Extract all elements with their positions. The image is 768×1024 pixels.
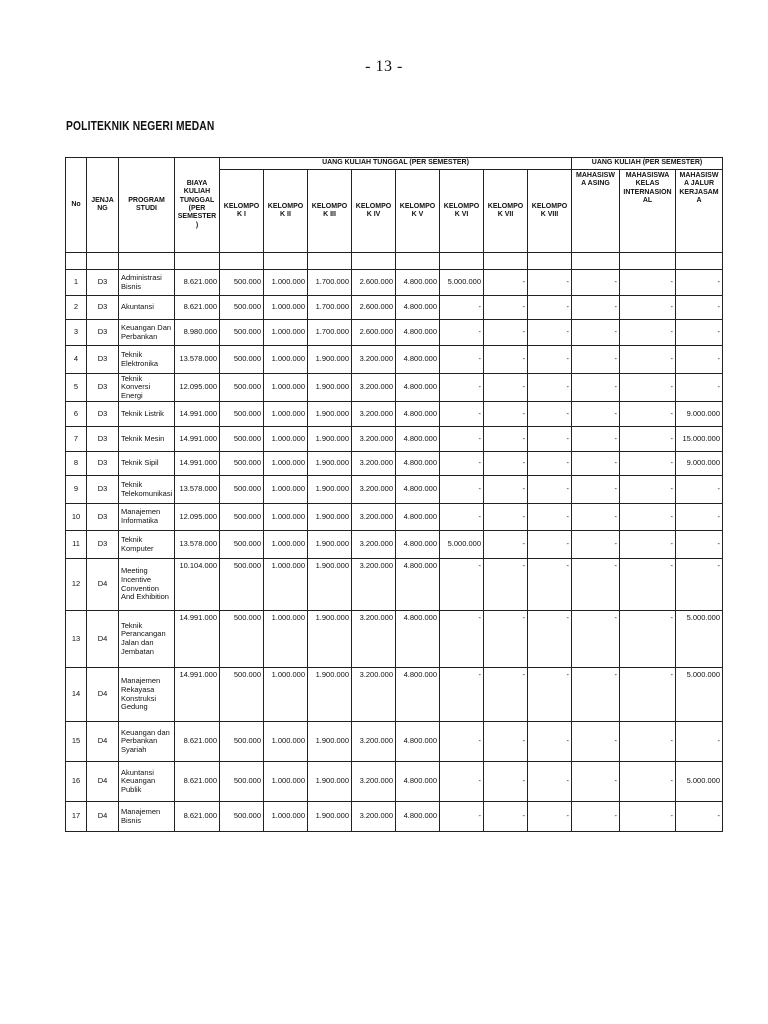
row-mahasiswa-kerjasama: 9.000.000	[676, 452, 723, 476]
row-kelompok-3: 1.900.000	[308, 531, 352, 559]
row-kelompok-5: 4.800.000	[396, 559, 440, 611]
row-kelompok-3: 1.900.000	[308, 611, 352, 668]
row-jenjang: D4	[87, 722, 119, 762]
table-row	[66, 402, 723, 427]
header-kelompok-5: KELOMPOK V	[396, 170, 440, 253]
spacer-row	[66, 253, 723, 270]
row-kelompok-4: 3.200.000	[352, 427, 396, 452]
row-mahasiswa-kerjasama: 9.000.000	[676, 402, 723, 427]
row-kelompok-1: 500.000	[220, 320, 264, 346]
row-kelompok-1: 500.000	[220, 296, 264, 320]
header-no: No	[66, 158, 87, 253]
row-mahasiswa-internasional: -	[620, 611, 676, 668]
row-kelompok-7: -	[484, 427, 528, 452]
row-kelompok-6: -	[440, 427, 484, 452]
row-mahasiswa-internasional: -	[620, 668, 676, 722]
row-jenjang: D3	[87, 504, 119, 531]
row-kelompok-2: 1.000.000	[264, 346, 308, 374]
row-kelompok-6: -	[440, 611, 484, 668]
row-mahasiswa-kerjasama: -	[676, 270, 723, 296]
row-kelompok-8: -	[528, 374, 572, 402]
row-mahasiswa-internasional: -	[620, 427, 676, 452]
row-mahasiswa-internasional: -	[620, 374, 676, 402]
row-kelompok-2: 1.000.000	[264, 531, 308, 559]
row-jenjang: D3	[87, 374, 119, 402]
row-kelompok-5: 4.800.000	[396, 611, 440, 668]
row-jenjang: D3	[87, 531, 119, 559]
row-kelompok-1: 500.000	[220, 531, 264, 559]
row-biaya: 8.980.000	[175, 320, 220, 346]
row-kelompok-3: 1.700.000	[308, 296, 352, 320]
row-kelompok-6: 5.000.000	[440, 270, 484, 296]
row-kelompok-7: -	[484, 452, 528, 476]
row-mahasiswa-internasional: -	[620, 762, 676, 802]
row-kelompok-2: 1.000.000	[264, 374, 308, 402]
row-mahasiswa-asing: -	[572, 762, 620, 802]
row-biaya: 14.991.000	[175, 668, 220, 722]
row-kelompok-5: 4.800.000	[396, 320, 440, 346]
table-row	[66, 504, 723, 531]
row-kelompok-8: -	[528, 504, 572, 531]
row-mahasiswa-internasional: -	[620, 531, 676, 559]
row-mahasiswa-kerjasama: -	[676, 531, 723, 559]
row-kelompok-8: -	[528, 611, 572, 668]
row-jenjang: D3	[87, 402, 119, 427]
row-program-studi: Teknik Konversi Energi	[119, 374, 175, 402]
row-kelompok-1: 500.000	[220, 802, 264, 832]
row-kelompok-1: 500.000	[220, 427, 264, 452]
row-kelompok-3: 1.900.000	[308, 427, 352, 452]
row-kelompok-1: 500.000	[220, 722, 264, 762]
row-no: 11	[66, 531, 87, 559]
row-kelompok-3: 1.900.000	[308, 722, 352, 762]
row-kelompok-8: -	[528, 762, 572, 802]
row-kelompok-6: -	[440, 722, 484, 762]
row-kelompok-4: 2.600.000	[352, 270, 396, 296]
row-mahasiswa-asing: -	[572, 531, 620, 559]
row-kelompok-2: 1.000.000	[264, 762, 308, 802]
row-mahasiswa-internasional: -	[620, 722, 676, 762]
header-kelompok-2: KELOMPOK II	[264, 170, 308, 253]
row-kelompok-6: 5.000.000	[440, 531, 484, 559]
row-kelompok-7: -	[484, 346, 528, 374]
row-kelompok-6: -	[440, 504, 484, 531]
row-kelompok-5: 4.800.000	[396, 668, 440, 722]
row-kelompok-6: -	[440, 346, 484, 374]
header-kelompok-6: KELOMPOK VI	[440, 170, 484, 253]
row-mahasiswa-kerjasama: -	[676, 476, 723, 504]
table-row	[66, 611, 723, 668]
row-kelompok-5: 4.800.000	[396, 531, 440, 559]
row-mahasiswa-asing: -	[572, 559, 620, 611]
row-kelompok-4: 3.200.000	[352, 402, 396, 427]
row-kelompok-2: 1.000.000	[264, 427, 308, 452]
row-program-studi: Teknik Komputer	[119, 531, 175, 559]
row-jenjang: D3	[87, 296, 119, 320]
row-kelompok-4: 3.200.000	[352, 452, 396, 476]
table-row	[66, 476, 723, 504]
row-kelompok-4: 3.200.000	[352, 504, 396, 531]
row-kelompok-8: -	[528, 320, 572, 346]
row-mahasiswa-asing: -	[572, 504, 620, 531]
row-kelompok-2: 1.000.000	[264, 402, 308, 427]
row-kelompok-1: 500.000	[220, 402, 264, 427]
row-program-studi: Teknik Mesin	[119, 427, 175, 452]
row-jenjang: D3	[87, 427, 119, 452]
row-kelompok-5: 4.800.000	[396, 402, 440, 427]
row-kelompok-4: 3.200.000	[352, 802, 396, 832]
row-mahasiswa-asing: -	[572, 374, 620, 402]
row-mahasiswa-internasional: -	[620, 296, 676, 320]
row-program-studi: Teknik Sipil	[119, 452, 175, 476]
row-kelompok-8: -	[528, 270, 572, 296]
row-program-studi: Keuangan dan Perbankan Syariah	[119, 722, 175, 762]
page-number: - 13 -	[365, 58, 403, 75]
row-kelompok-2: 1.000.000	[264, 668, 308, 722]
row-mahasiswa-asing: -	[572, 722, 620, 762]
row-kelompok-7: -	[484, 559, 528, 611]
row-jenjang: D4	[87, 762, 119, 802]
row-kelompok-5: 4.800.000	[396, 374, 440, 402]
table-row	[66, 452, 723, 476]
header-kelompok-4: KELOMPOK IV	[352, 170, 396, 253]
row-kelompok-6: -	[440, 374, 484, 402]
row-mahasiswa-kerjasama: -	[676, 320, 723, 346]
row-mahasiswa-asing: -	[572, 668, 620, 722]
row-mahasiswa-kerjasama: 15.000.000	[676, 427, 723, 452]
row-kelompok-5: 4.800.000	[396, 476, 440, 504]
row-kelompok-1: 500.000	[220, 762, 264, 802]
row-kelompok-4: 3.200.000	[352, 476, 396, 504]
row-mahasiswa-internasional: -	[620, 452, 676, 476]
table-row	[66, 320, 723, 346]
table-row	[66, 762, 723, 802]
row-kelompok-6: -	[440, 668, 484, 722]
row-kelompok-8: -	[528, 531, 572, 559]
row-mahasiswa-asing: -	[572, 427, 620, 452]
row-kelompok-4: 3.200.000	[352, 531, 396, 559]
row-biaya: 12.095.000	[175, 504, 220, 531]
row-jenjang: D3	[87, 476, 119, 504]
row-kelompok-7: -	[484, 320, 528, 346]
row-kelompok-6: -	[440, 296, 484, 320]
row-biaya: 13.578.000	[175, 476, 220, 504]
row-mahasiswa-internasional: -	[620, 559, 676, 611]
row-biaya: 8.621.000	[175, 802, 220, 832]
row-kelompok-6: -	[440, 802, 484, 832]
row-kelompok-8: -	[528, 668, 572, 722]
row-kelompok-2: 1.000.000	[264, 476, 308, 504]
row-kelompok-4: 3.200.000	[352, 559, 396, 611]
row-biaya: 13.578.000	[175, 531, 220, 559]
row-kelompok-5: 4.800.000	[396, 270, 440, 296]
row-kelompok-4: 3.200.000	[352, 611, 396, 668]
row-jenjang: D4	[87, 668, 119, 722]
row-biaya: 10.104.000	[175, 559, 220, 611]
row-no: 3	[66, 320, 87, 346]
row-no: 15	[66, 722, 87, 762]
row-kelompok-3: 1.900.000	[308, 402, 352, 427]
row-mahasiswa-internasional: -	[620, 476, 676, 504]
table-row	[66, 374, 723, 402]
row-program-studi: Manajemen Rekayasa Konstruksi Gedung	[119, 668, 175, 722]
row-kelompok-1: 500.000	[220, 346, 264, 374]
row-mahasiswa-internasional: -	[620, 802, 676, 832]
tuition-fee-table	[65, 157, 723, 832]
table-row	[66, 559, 723, 611]
row-mahasiswa-asing: -	[572, 320, 620, 346]
row-no: 2	[66, 296, 87, 320]
row-kelompok-4: 3.200.000	[352, 374, 396, 402]
row-jenjang: D4	[87, 611, 119, 668]
row-kelompok-7: -	[484, 668, 528, 722]
row-jenjang: D3	[87, 346, 119, 374]
table-row	[66, 427, 723, 452]
row-kelompok-8: -	[528, 427, 572, 452]
row-kelompok-3: 1.900.000	[308, 762, 352, 802]
row-mahasiswa-kerjasama: -	[676, 504, 723, 531]
row-no: 17	[66, 802, 87, 832]
table-row	[66, 531, 723, 559]
row-jenjang: D3	[87, 320, 119, 346]
row-jenjang: D4	[87, 559, 119, 611]
row-biaya: 8.621.000	[175, 762, 220, 802]
row-kelompok-4: 2.600.000	[352, 296, 396, 320]
row-mahasiswa-asing: -	[572, 476, 620, 504]
row-program-studi: Manajemen Informatika	[119, 504, 175, 531]
row-kelompok-5: 4.800.000	[396, 762, 440, 802]
row-mahasiswa-asing: -	[572, 802, 620, 832]
row-biaya: 8.621.000	[175, 722, 220, 762]
table-row	[66, 668, 723, 722]
row-mahasiswa-kerjasama: -	[676, 559, 723, 611]
row-kelompok-6: -	[440, 402, 484, 427]
row-kelompok-4: 3.200.000	[352, 762, 396, 802]
header-jenjang: JENJANG	[87, 158, 119, 253]
row-biaya: 14.991.000	[175, 611, 220, 668]
row-kelompok-4: 3.200.000	[352, 668, 396, 722]
row-no: 12	[66, 559, 87, 611]
row-mahasiswa-internasional: -	[620, 320, 676, 346]
header-kelompok-7: KELOMPOK VII	[484, 170, 528, 253]
row-kelompok-5: 4.800.000	[396, 504, 440, 531]
row-biaya: 8.621.000	[175, 270, 220, 296]
row-kelompok-8: -	[528, 346, 572, 374]
row-biaya: 14.991.000	[175, 402, 220, 427]
row-kelompok-4: 3.200.000	[352, 722, 396, 762]
row-program-studi: Teknik Elektronika	[119, 346, 175, 374]
row-kelompok-1: 500.000	[220, 270, 264, 296]
row-kelompok-4: 3.200.000	[352, 346, 396, 374]
row-kelompok-2: 1.000.000	[264, 452, 308, 476]
row-kelompok-8: -	[528, 402, 572, 427]
row-kelompok-1: 500.000	[220, 611, 264, 668]
row-biaya: 13.578.000	[175, 346, 220, 374]
row-mahasiswa-kerjasama: -	[676, 802, 723, 832]
row-kelompok-8: -	[528, 802, 572, 832]
row-kelompok-2: 1.000.000	[264, 270, 308, 296]
row-kelompok-3: 1.900.000	[308, 559, 352, 611]
header-kelompok-1: KELOMPOK I	[220, 170, 264, 253]
row-mahasiswa-kerjasama: 5.000.000	[676, 668, 723, 722]
row-no: 7	[66, 427, 87, 452]
header-uk-group: UANG KULIAH (PER SEMESTER)	[572, 158, 723, 170]
row-no: 6	[66, 402, 87, 427]
row-kelompok-2: 1.000.000	[264, 559, 308, 611]
row-kelompok-1: 500.000	[220, 668, 264, 722]
header-kelompok-3: KELOMPOK III	[308, 170, 352, 253]
row-jenjang: D4	[87, 802, 119, 832]
row-kelompok-2: 1.000.000	[264, 296, 308, 320]
row-kelompok-6: -	[440, 320, 484, 346]
header-mahasiswa-asing: MAHASISWA ASING	[572, 170, 620, 253]
row-biaya: 12.095.000	[175, 374, 220, 402]
row-kelompok-7: -	[484, 611, 528, 668]
table-body	[66, 253, 723, 832]
row-no: 16	[66, 762, 87, 802]
row-mahasiswa-asing: -	[572, 296, 620, 320]
header-mahasiswa-jalur-kerjasama: MAHASISWA JALUR KERJASAMA	[676, 170, 723, 253]
row-kelompok-3: 1.700.000	[308, 270, 352, 296]
row-kelompok-5: 4.800.000	[396, 296, 440, 320]
row-kelompok-3: 1.700.000	[308, 320, 352, 346]
table-row	[66, 270, 723, 296]
row-kelompok-8: -	[528, 559, 572, 611]
row-kelompok-3: 1.900.000	[308, 504, 352, 531]
row-kelompok-3: 1.900.000	[308, 668, 352, 722]
row-kelompok-7: -	[484, 504, 528, 531]
row-kelompok-5: 4.800.000	[396, 452, 440, 476]
row-kelompok-6: -	[440, 762, 484, 802]
row-mahasiswa-asing: -	[572, 611, 620, 668]
row-program-studi: Akuntansi	[119, 296, 175, 320]
header-kelompok-8: KELOMPOK VIII	[528, 170, 572, 253]
row-kelompok-6: -	[440, 559, 484, 611]
row-kelompok-7: -	[484, 402, 528, 427]
row-kelompok-8: -	[528, 476, 572, 504]
row-mahasiswa-internasional: -	[620, 346, 676, 374]
row-program-studi: Meeting Incentive Convention And Exhibition	[119, 559, 175, 611]
header-biaya-kuliah-tunggal: BIAYA KULIAH TUNGGAL (PER SEMESTER)	[175, 158, 220, 253]
table-row	[66, 802, 723, 832]
row-kelompok-5: 4.800.000	[396, 722, 440, 762]
row-program-studi: Akuntansi Keuangan Publik	[119, 762, 175, 802]
row-kelompok-8: -	[528, 722, 572, 762]
header-mahasiswa-kelas-internasional: MAHASISWA KELAS INTERNASIONAL	[620, 170, 676, 253]
row-mahasiswa-asing: -	[572, 346, 620, 374]
row-program-studi: Administrasi Bisnis	[119, 270, 175, 296]
row-kelompok-7: -	[484, 374, 528, 402]
header-program-studi: PROGRAM STUDI	[119, 158, 175, 253]
header-ukt-group: UANG KULIAH TUNGGAL (PER SEMESTER)	[220, 158, 572, 170]
row-kelompok-6: -	[440, 476, 484, 504]
row-kelompok-5: 4.800.000	[396, 427, 440, 452]
table-row	[66, 346, 723, 374]
document-title: POLITEKNIK NEGERI MEDAN	[66, 119, 215, 133]
row-kelompok-7: -	[484, 722, 528, 762]
row-kelompok-1: 500.000	[220, 504, 264, 531]
row-jenjang: D3	[87, 270, 119, 296]
row-program-studi: Teknik Listrik	[119, 402, 175, 427]
row-kelompok-3: 1.900.000	[308, 452, 352, 476]
row-no: 9	[66, 476, 87, 504]
row-kelompok-5: 4.800.000	[396, 346, 440, 374]
row-kelompok-3: 1.900.000	[308, 374, 352, 402]
row-program-studi: Teknik Perancangan Jalan dan Jembatan	[119, 611, 175, 668]
row-kelompok-2: 1.000.000	[264, 320, 308, 346]
row-no: 1	[66, 270, 87, 296]
row-mahasiswa-internasional: -	[620, 270, 676, 296]
row-no: 10	[66, 504, 87, 531]
row-program-studi: Manajemen Bisnis	[119, 802, 175, 832]
row-program-studi: Teknik Telekomunikasi	[119, 476, 175, 504]
row-mahasiswa-kerjasama: 5.000.000	[676, 611, 723, 668]
row-jenjang: D3	[87, 452, 119, 476]
row-mahasiswa-kerjasama: -	[676, 722, 723, 762]
row-kelompok-2: 1.000.000	[264, 722, 308, 762]
row-kelompok-8: -	[528, 452, 572, 476]
row-kelompok-4: 2.600.000	[352, 320, 396, 346]
row-no: 5	[66, 374, 87, 402]
row-mahasiswa-kerjasama: -	[676, 296, 723, 320]
row-kelompok-2: 1.000.000	[264, 611, 308, 668]
row-kelompok-7: -	[484, 270, 528, 296]
row-no: 4	[66, 346, 87, 374]
row-kelompok-2: 1.000.000	[264, 504, 308, 531]
row-kelompok-6: -	[440, 452, 484, 476]
row-kelompok-8: -	[528, 296, 572, 320]
row-kelompok-7: -	[484, 531, 528, 559]
header-row-group	[66, 158, 723, 170]
row-no: 14	[66, 668, 87, 722]
table-row	[66, 296, 723, 320]
row-mahasiswa-internasional: -	[620, 504, 676, 531]
row-kelompok-5: 4.800.000	[396, 802, 440, 832]
row-biaya: 14.991.000	[175, 427, 220, 452]
table-row	[66, 722, 723, 762]
row-kelompok-1: 500.000	[220, 476, 264, 504]
row-biaya: 14.991.000	[175, 452, 220, 476]
row-no: 13	[66, 611, 87, 668]
row-mahasiswa-kerjasama: -	[676, 346, 723, 374]
row-kelompok-1: 500.000	[220, 559, 264, 611]
row-program-studi: Keuangan Dan Perbankan	[119, 320, 175, 346]
row-kelompok-7: -	[484, 762, 528, 802]
row-mahasiswa-asing: -	[572, 402, 620, 427]
row-kelompok-1: 500.000	[220, 452, 264, 476]
row-kelompok-7: -	[484, 476, 528, 504]
row-no: 8	[66, 452, 87, 476]
row-kelompok-2: 1.000.000	[264, 802, 308, 832]
row-kelompok-3: 1.900.000	[308, 476, 352, 504]
row-kelompok-7: -	[484, 296, 528, 320]
row-mahasiswa-asing: -	[572, 452, 620, 476]
row-kelompok-3: 1.900.000	[308, 802, 352, 832]
row-kelompok-7: -	[484, 802, 528, 832]
row-kelompok-3: 1.900.000	[308, 346, 352, 374]
row-mahasiswa-kerjasama: -	[676, 374, 723, 402]
row-kelompok-1: 500.000	[220, 374, 264, 402]
row-mahasiswa-asing: -	[572, 270, 620, 296]
row-biaya: 8.621.000	[175, 296, 220, 320]
row-mahasiswa-kerjasama: 5.000.000	[676, 762, 723, 802]
row-mahasiswa-internasional: -	[620, 402, 676, 427]
